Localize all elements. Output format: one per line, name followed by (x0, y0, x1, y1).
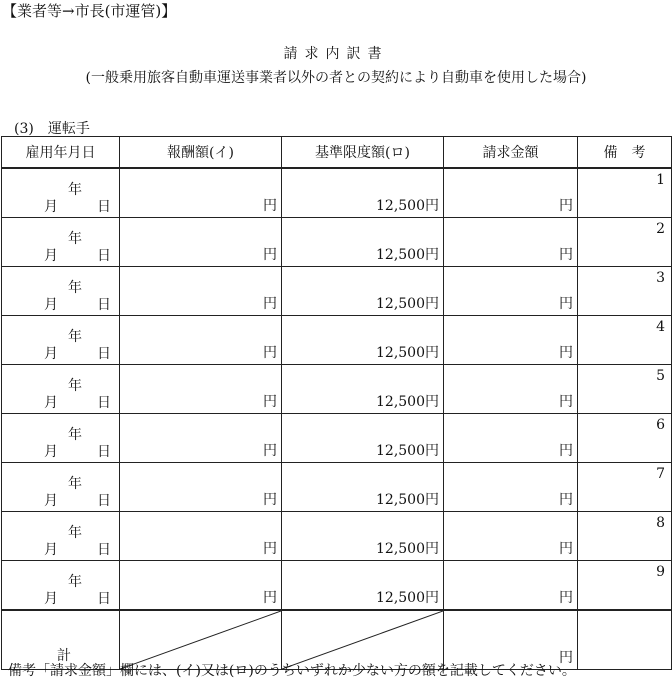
pay-amount-cell[interactable] (120, 267, 282, 316)
remarks-cell[interactable] (578, 365, 672, 414)
employment-date-cell[interactable] (2, 512, 120, 561)
pay-amount-cell[interactable] (120, 316, 282, 365)
day-label: 日 (97, 297, 111, 313)
yen-unit: 円 (559, 198, 573, 214)
limit-amount: 12,500円 (376, 345, 439, 361)
day-label: 日 (97, 493, 111, 509)
remarks-cell[interactable] (578, 316, 672, 365)
claim-amount-cell[interactable] (444, 463, 578, 512)
month-label: 月 (44, 297, 58, 313)
day-label: 日 (97, 395, 111, 411)
pay-amount-cell[interactable] (120, 365, 282, 414)
year-label: 年 (68, 378, 82, 394)
employment-date-cell[interactable] (2, 316, 120, 365)
yen-unit: 円 (263, 541, 277, 557)
yen-unit: 円 (559, 443, 573, 459)
header-remarks: 備 考 (578, 137, 672, 169)
limit-amount-cell (282, 316, 444, 365)
yen-unit: 円 (263, 345, 277, 361)
limit-amount: 12,500円 (376, 443, 439, 459)
limit-amount-cell (282, 512, 444, 561)
month-label: 月 (44, 591, 58, 607)
day-label: 日 (97, 444, 111, 460)
table-row (2, 168, 672, 218)
table-row (2, 561, 672, 611)
day-label: 日 (97, 591, 111, 607)
limit-amount-cell (282, 463, 444, 512)
year-label: 年 (68, 525, 82, 541)
header-date: 雇用年月日 (2, 137, 120, 169)
total-remarks-cell (578, 610, 672, 670)
limit-amount: 12,500円 (376, 541, 439, 557)
row-number: 7 (656, 466, 665, 482)
remarks-cell[interactable] (578, 267, 672, 316)
claim-amount-cell[interactable] (444, 218, 578, 267)
claim-amount-cell[interactable] (444, 365, 578, 414)
employment-date-cell[interactable] (2, 561, 120, 611)
row-number: 6 (656, 417, 665, 433)
pay-amount-cell[interactable] (120, 512, 282, 561)
claim-amount-cell[interactable] (444, 414, 578, 463)
row-number: 8 (656, 515, 665, 531)
remarks-cell[interactable] (578, 414, 672, 463)
limit-amount-cell (282, 414, 444, 463)
yen-unit: 円 (263, 247, 277, 263)
remarks-cell[interactable] (578, 218, 672, 267)
limit-amount-cell (282, 168, 444, 218)
year-label: 年 (68, 280, 82, 296)
section-label: (3) 運転手 (14, 121, 90, 137)
row-number: 1 (656, 172, 665, 188)
table-row (2, 365, 672, 414)
day-label: 日 (97, 248, 111, 264)
claim-amount-cell[interactable] (444, 316, 578, 365)
claim-breakdown-table (1, 136, 672, 670)
row-number: 3 (656, 270, 665, 286)
table-row (2, 414, 672, 463)
year-label: 年 (68, 476, 82, 492)
employment-date-cell[interactable] (2, 414, 120, 463)
pay-amount-cell[interactable] (120, 218, 282, 267)
yen-unit: 円 (559, 541, 573, 557)
limit-amount: 12,500円 (376, 198, 439, 214)
yen-unit: 円 (263, 443, 277, 459)
yen-unit: 円 (263, 296, 277, 312)
footer-note: 備考「請求金額」欄には、(イ)又は(ロ)のうちいずれか少ない方の額を記載してください。 (8, 663, 576, 679)
table-header-row (2, 137, 672, 169)
remarks-cell[interactable] (578, 463, 672, 512)
yen-unit: 円 (559, 590, 573, 606)
day-label: 日 (97, 542, 111, 558)
claim-amount-cell[interactable] (444, 512, 578, 561)
yen-unit: 円 (263, 590, 277, 606)
month-label: 月 (44, 248, 58, 264)
yen-unit: 円 (263, 394, 277, 410)
day-label: 日 (97, 199, 111, 215)
table-row (2, 512, 672, 561)
header-limit: 基準限度額(ロ) (282, 137, 444, 169)
year-label: 年 (68, 427, 82, 443)
limit-amount: 12,500円 (376, 296, 439, 312)
month-label: 月 (44, 493, 58, 509)
month-label: 月 (44, 444, 58, 460)
remarks-cell[interactable] (578, 168, 672, 218)
pay-amount-cell[interactable] (120, 561, 282, 611)
document-title: 請求内訳書 (283, 46, 389, 62)
yen-unit: 円 (559, 247, 573, 263)
yen-unit: 円 (263, 198, 277, 214)
limit-amount: 12,500円 (376, 590, 439, 606)
year-label: 年 (68, 329, 82, 345)
day-label: 日 (97, 346, 111, 362)
limit-amount-cell (282, 218, 444, 267)
claim-amount-cell[interactable] (444, 168, 578, 218)
table-row (2, 463, 672, 512)
month-label: 月 (44, 395, 58, 411)
limit-amount-cell (282, 561, 444, 611)
employment-date-cell[interactable] (2, 463, 120, 512)
month-label: 月 (44, 542, 58, 558)
employment-date-cell[interactable] (2, 267, 120, 316)
limit-amount-cell (282, 267, 444, 316)
yen-unit: 円 (559, 296, 573, 312)
yen-unit: 円 (559, 492, 573, 508)
row-number: 4 (656, 319, 665, 335)
month-label: 月 (44, 199, 58, 215)
year-label: 年 (68, 182, 82, 198)
row-number: 2 (656, 221, 665, 237)
employment-date-cell[interactable] (2, 218, 120, 267)
claim-amount-cell[interactable] (444, 561, 578, 611)
row-number: 5 (656, 368, 665, 384)
yen-unit: 円 (559, 394, 573, 410)
pay-amount-cell[interactable] (120, 414, 282, 463)
document-subtitle: (一般乗用旅客自動車運送事業者以外の者との契約により自動車を使用した場合) (85, 70, 587, 86)
yen-unit: 円 (263, 492, 277, 508)
remarks-cell[interactable] (578, 512, 672, 561)
limit-amount: 12,500円 (376, 247, 439, 263)
year-label: 年 (68, 231, 82, 247)
header-claim: 請求金額 (444, 137, 578, 169)
employment-date-cell[interactable] (2, 365, 120, 414)
claim-amount-cell[interactable] (444, 267, 578, 316)
pay-amount-cell[interactable] (120, 463, 282, 512)
employment-date-cell[interactable] (2, 168, 120, 218)
table-row (2, 316, 672, 365)
limit-amount-cell (282, 365, 444, 414)
header-pay: 報酬額(イ) (120, 137, 282, 169)
table-row (2, 267, 672, 316)
remarks-cell[interactable] (578, 561, 672, 611)
pay-amount-cell[interactable] (120, 168, 282, 218)
total-claim-yen: 円 (559, 650, 573, 666)
year-label: 年 (68, 574, 82, 590)
yen-unit: 円 (559, 345, 573, 361)
table-row (2, 218, 672, 267)
row-number: 9 (656, 564, 665, 580)
header-note: 【業者等→市長(市運管)】 (2, 2, 177, 20)
limit-amount: 12,500円 (376, 492, 439, 508)
month-label: 月 (44, 346, 58, 362)
total-label: 計 (57, 648, 71, 664)
limit-amount: 12,500円 (376, 394, 439, 410)
